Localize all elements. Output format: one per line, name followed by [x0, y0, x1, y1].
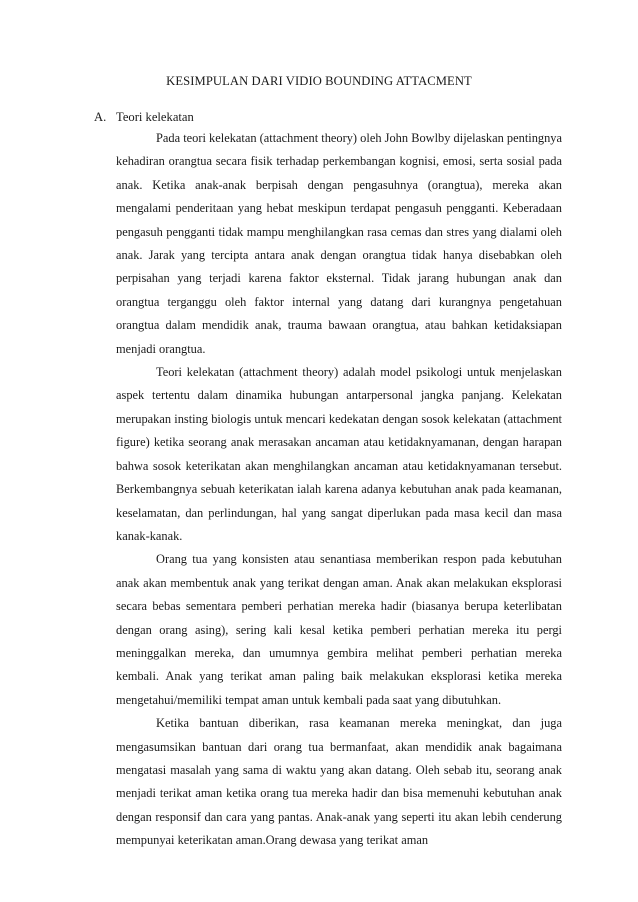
paragraph: Teori kelekatan (attachment theory) adalah model psikologi untuk menjelaskan aspek tertentu dalam dinamika hubungan antarpersonal jangka panjang. Kelekatan merupakan insting biologis untuk mencari kedekatan dengan sosok kelekatan (attachment figure) ketika seorang anak merasakan ancaman atau ketidaknyamanan, dengan harapan bahwa sosok keterikatan akan menghilangkan ancaman atau ketidaknyamanan tersebut. Berkembangnya sebuah keterikatan ialah karena adanya kebutuhan anak pada keamanan, keselamatan, dan perlindungan, hal yang sangat diperlukan pada masa kecil dan masa kanak-kanak. [116, 365, 562, 543]
section-heading [94, 110, 194, 125]
section-letter: A. [94, 110, 107, 124]
section-body [116, 127, 562, 853]
document-title: KESIMPULAN DARI VIDIO BOUNDING ATTACMENT [166, 74, 472, 88]
section-title: Teori kelekatan [116, 110, 194, 124]
paragraph: Ketika bantuan diberikan, rasa keamanan mereka meningkat, dan juga mengasumsikan bantuan dari orang tua bermanfaat, akan mendidik anak bagaimana mengatasi masalah yang sama di waktu yang akan datang. Oleh sebab itu, seorang anak menjadi terikat aman ketika orang tua mereka hadir dan bisa memenuhi kebutuhan anak dengan responsif dan cara yang pantas. Anak-anak yang seperti itu akan lebih cenderung mempunyai keterikatan aman.Orang dewasa yang terikat aman [116, 716, 562, 848]
paragraph: Pada teori kelekatan (attachment theory) oleh John Bowlby dijelaskan pentingnya kehadiran orangtua secara fisik terhadap perkembangan kognisi, emosi, serta sosial pada anak. Ketika anak-anak berpisah dengan pengasuhnya (orangtua), mereka akan mengalami penderitaan yang hebat meskipun terdapat pengasuh pengganti. Keberadaan pengasuh pengganti tidak mampu menghilangkan rasa cemas dan stres yang dialami oleh anak. Jarak yang tercipta antara anak dengan orangtua tidak hanya disebabkan oleh perpisahan yang terjadi karena faktor eksternal. Tidak jarang hubungan anak dan orangtua terganggu oleh faktor internal yang datang dari kurangnya pengetahuan orangtua dalam mendidik anak, trauma bawaan orangtua, atau bahkan ketidaksiapan menjadi orangtua. [116, 131, 562, 356]
paragraph: Orang tua yang konsisten atau senantiasa memberikan respon pada kebutuhan anak akan membentuk anak yang terikat dengan aman. Anak akan melakukan eksplorasi secara bebas sementara pemberi perhatian mereka hadir (biasanya berupa keterlibatan dengan orang asing), sering kali kesal ketika pemberi perhatian mereka itu pergi meninggalkan mereka, dan umumnya gembira melihat pemberi perhatian mereka kembali. Anak yang terikat aman paling baik melakukan eksplorasi ketika mereka mengetahui/memiliki tempat aman untuk kembali pada saat yang dibutuhkan. [116, 552, 562, 707]
